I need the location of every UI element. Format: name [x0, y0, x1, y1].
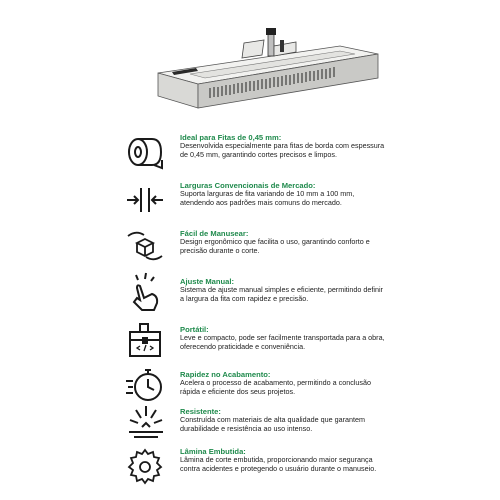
feature-description: Design ergonômico que facilita o uso, garantindo conforto e precisão durante o corte. [180, 237, 370, 255]
tape-roll-icon [124, 132, 166, 172]
feature-description: Suporta larguras de fita variando de 10 mm a 100 mm, atendendo aos padrões mais comuns do mercado. [180, 189, 355, 207]
feature-title: Ideal para Fitas de 0,45 mm: [180, 133, 282, 142]
stopwatch-icon [124, 365, 166, 405]
feature-title: Portátil: [180, 325, 209, 334]
hands-box-icon [124, 226, 166, 266]
feature-description: Desenvolvida especialmente para fitas de borda com espessura de 0,45 mm, garantindo cortes precisos e limpos. [180, 141, 385, 159]
feature-title: Larguras Convencionais de Mercado: [180, 181, 316, 190]
feature-title: Resistente: [180, 407, 221, 416]
feature-description: Acelera o processo de acabamento, permitindo a conclusão rápida e eficiente dos seus projetos. [180, 378, 371, 396]
saw-blade-icon [124, 446, 166, 486]
feature-title: Lâmina Embutida: [180, 447, 246, 456]
width-arrows-icon [124, 180, 166, 220]
feature-description: Lâmina de corte embutida, proporcionando maior segurança contra acidentes e protegendo o usuário durante o manuseio. [180, 455, 377, 473]
feature-description: Sistema de ajuste manual simples e eficiente, permitindo definir a largura da fita com rapidez e precisão. [180, 285, 383, 303]
hand-tap-icon [124, 272, 166, 312]
edge-tape-trimmer-image [150, 18, 385, 123]
feature-description: Construída com materiais de alta qualidade que garantem durabilidade e resistência ao uso intenso. [180, 415, 365, 433]
impact-icon [124, 402, 166, 442]
feature-description: Leve e compacto, pode ser facilmente transportada para a obra, oferecendo praticidade e conveniência. [180, 333, 385, 351]
briefcase-icon [124, 322, 166, 362]
feature-title: Rapidez no Acabamento: [180, 370, 271, 379]
feature-title: Fácil de Manusear: [180, 229, 249, 238]
feature-title: Ajuste Manual: [180, 277, 235, 286]
